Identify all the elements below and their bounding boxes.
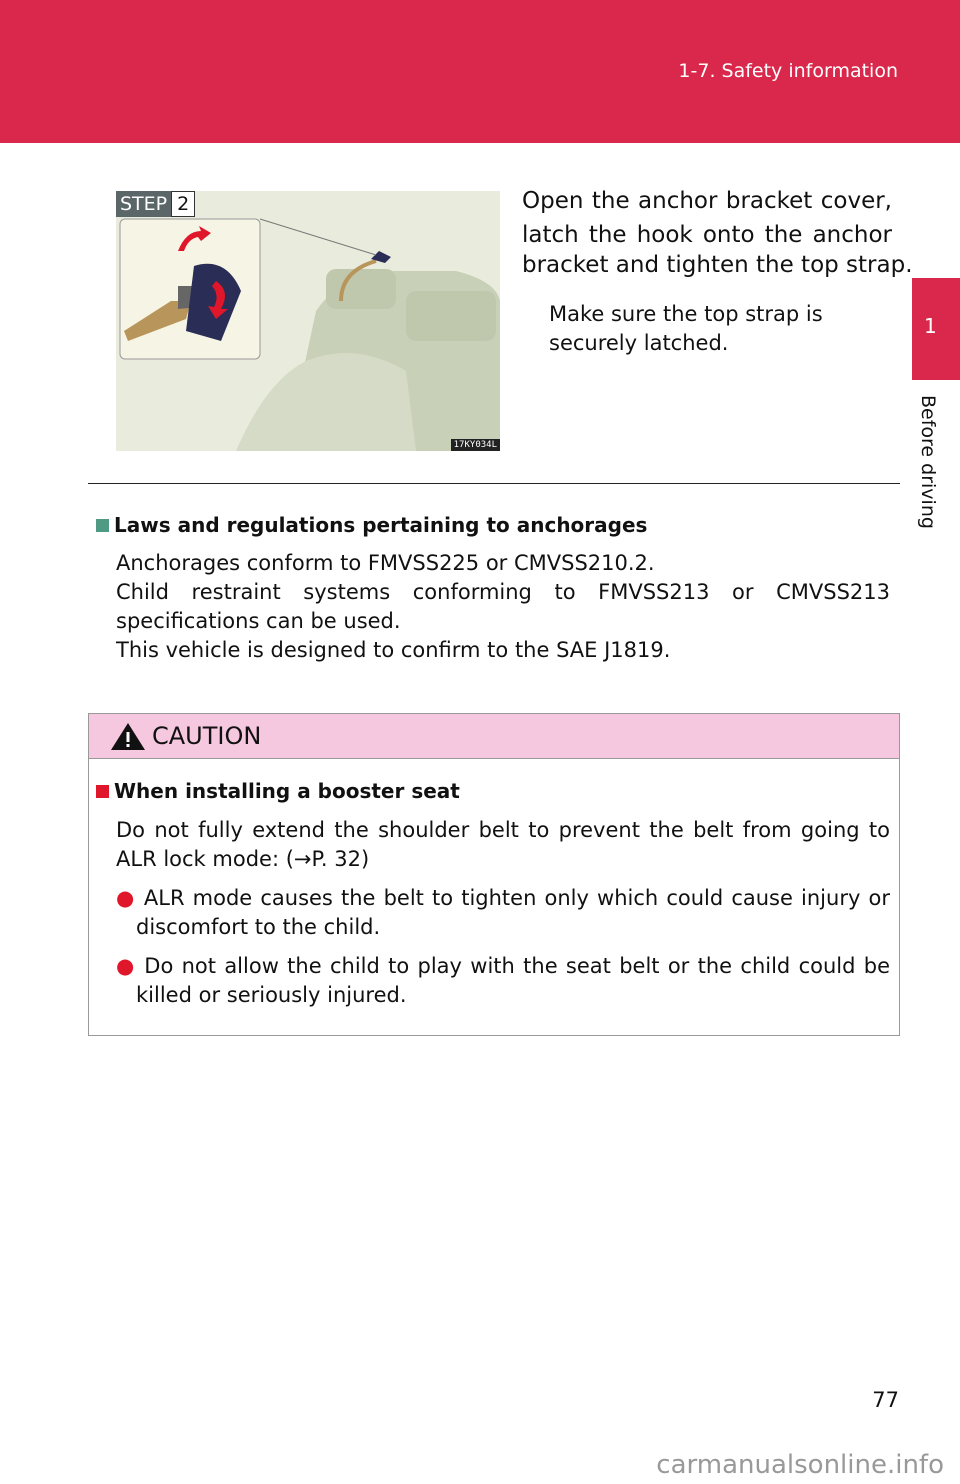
laws-line: Child restraint systems conforming to FMVSS213 or CMVSS213 specifications can be used. (116, 580, 890, 633)
page-header (0, 0, 960, 143)
bullet-text: Do not allow the child to play with the seat belt or the child could be killed or seriously injured. (136, 954, 890, 1007)
caution-text: Do not fully extend the shoulder belt to prevent the belt from going to ALR lock mode: (→P. 32) (116, 818, 890, 871)
step-label: STEP (116, 191, 171, 217)
laws-line: This vehicle is designed to confirm to the SAE J1819. (116, 638, 671, 662)
laws-heading (96, 513, 647, 537)
square-bullet-icon (96, 519, 109, 532)
step-illustration (116, 191, 500, 451)
caution-header (89, 714, 899, 759)
bullet-text: ALR mode causes the belt to tighten only which could cause injury or discomfort to the child. (136, 886, 890, 939)
page-number: 77 (872, 1388, 899, 1412)
caution-heading-text: When installing a booster seat (114, 779, 460, 803)
caution-bullet (116, 884, 890, 942)
image-code: 17KY034L (451, 439, 500, 451)
laws-line: Anchorages conform to FMVSS225 or CMVSS210.2. (116, 551, 655, 575)
step-instruction: Open the anchor bracket cover, latch the hook onto the anchor (522, 188, 892, 248)
chapter-label: Before driving (917, 395, 939, 529)
caution-title: CAUTION (152, 722, 262, 750)
bullet-dot-icon: ● (116, 886, 144, 910)
laws-heading-text: Laws and regulations pertaining to anchorages (114, 513, 648, 537)
section-title: 1-7. Safety information (678, 60, 898, 82)
watermark: carmanualsonline.info (656, 1450, 944, 1480)
bullet-dot-icon: ● (116, 954, 145, 978)
step-note: Make sure the top strap is securely latched. (549, 302, 823, 355)
square-bullet-icon (96, 785, 109, 798)
warning-icon (109, 721, 147, 751)
step-badge (116, 191, 195, 217)
caution-bullet (116, 952, 890, 1010)
step-number: 2 (171, 191, 195, 217)
seat-anchor-illustration (116, 191, 500, 451)
caution-heading (96, 779, 460, 803)
step-instruction-end: bracket and tighten the top strap. (522, 252, 913, 278)
divider (88, 483, 900, 484)
chapter-tab: 1 (912, 278, 960, 380)
